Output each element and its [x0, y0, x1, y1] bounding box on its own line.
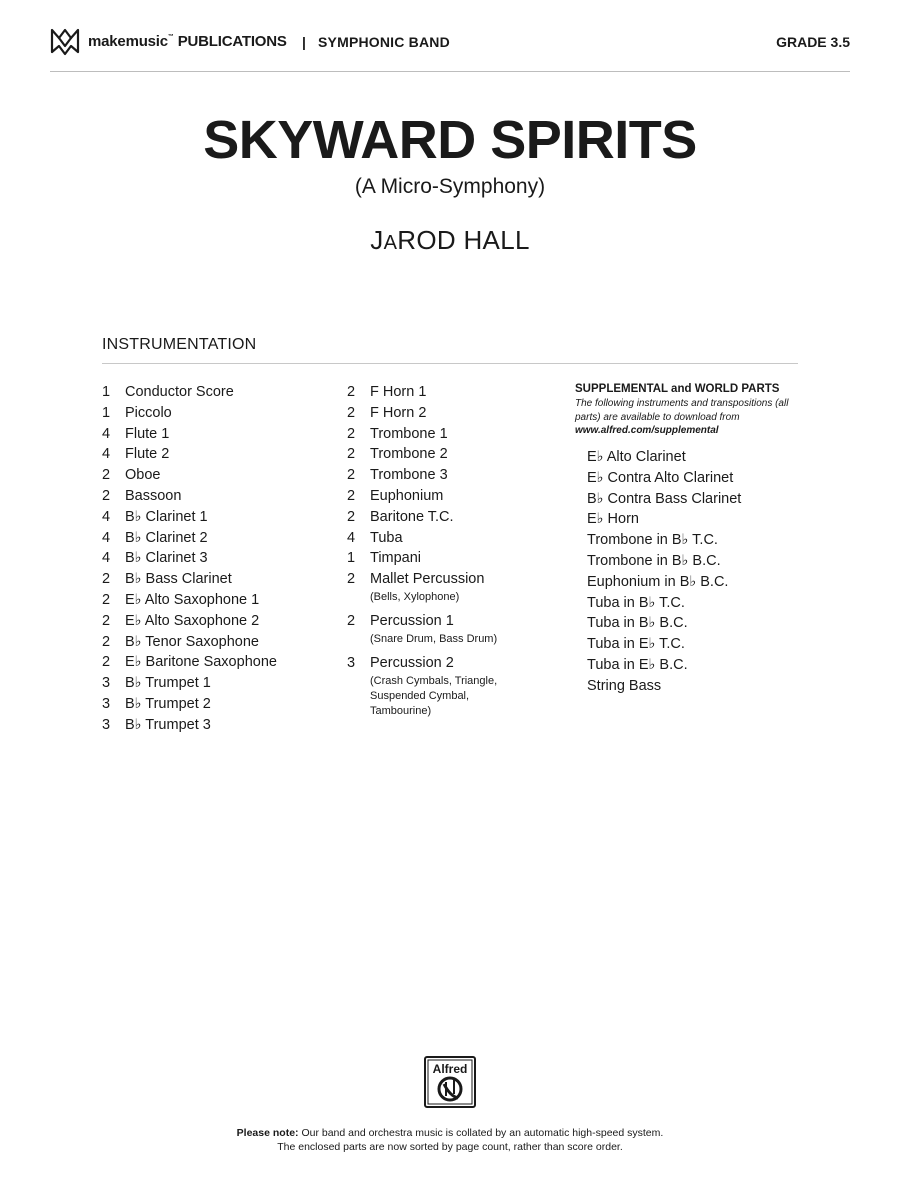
instrument-name: B♭ Clarinet 1 [125, 508, 208, 525]
header-divider [50, 71, 850, 72]
supplemental-item: Tuba in E♭ T.C. [587, 636, 685, 653]
instrument-quantity: 2 [347, 508, 356, 525]
instrument-quantity: 4 [347, 529, 356, 546]
instrument-name: B♭ Trumpet 2 [125, 695, 211, 712]
instrument-detail: (Snare Drum, Bass Drum) [370, 632, 498, 645]
instrument-name: B♭ Trumpet 1 [125, 675, 211, 692]
instrument-quantity: 1 [102, 384, 111, 400]
supplemental-item: Tuba in E♭ B.C. [587, 656, 688, 673]
instrument-row [102, 403, 277, 424]
alfred-logo-text: Alfred [432, 1062, 468, 1076]
instrument-name: B♭ Trumpet 3 [125, 716, 211, 733]
instrument-quantity: 3 [102, 695, 111, 712]
instrument-row [347, 486, 497, 507]
instrument-quantity: 4 [102, 425, 111, 442]
instrument-quantity: 2 [102, 633, 111, 650]
instrument-quantity: 3 [102, 716, 111, 733]
footer-note-label: Please note: [236, 1127, 299, 1139]
instrument-name: Flute 2 [125, 446, 170, 463]
brand-wordmark: makemusic [88, 33, 168, 50]
instrument-name: Percussion 2 [370, 654, 454, 671]
supplemental-item: Euphonium in B♭ B.C. [587, 573, 729, 590]
instrument-name: B♭ Bass Clarinet [125, 571, 232, 588]
instrument-quantity: 2 [347, 446, 356, 463]
instrument-name: Trombone 1 [370, 425, 448, 442]
instrument-name: Bassoon [125, 487, 182, 504]
supplemental-item: E♭ Alto Clarinet [587, 449, 686, 465]
instrument-row [102, 569, 277, 590]
instrument-row [102, 715, 277, 736]
instrument-quantity: 3 [347, 654, 356, 671]
instrument-name: Trombone 3 [370, 467, 448, 484]
supplemental-heading: SUPPLEMENTAL and WORLD PARTS [575, 383, 780, 395]
instrument-name: Timpani [370, 550, 422, 567]
instrument-row [347, 569, 497, 605]
instrument-quantity: 2 [102, 612, 111, 629]
instrument-quantity: 2 [102, 571, 111, 588]
supplemental-item: Tuba in B♭ B.C. [587, 615, 688, 632]
instrument-row [347, 465, 497, 486]
instrument-row [102, 673, 277, 694]
instrument-name: Piccolo [125, 404, 172, 421]
instrument-quantity: 4 [102, 550, 111, 567]
instrument-quantity: 4 [102, 508, 111, 525]
instrumentation-divider [102, 363, 798, 364]
instrument-row [347, 444, 497, 465]
makemusic-logo-icon [50, 26, 80, 58]
instrument-row [102, 486, 277, 507]
instrument-row [347, 548, 497, 569]
instrument-row [102, 611, 277, 632]
instrument-row [102, 444, 277, 465]
footer-note-line-1 [0, 1126, 900, 1140]
supplemental-list [587, 447, 741, 697]
grade-label: GRADE 3.5 [776, 34, 850, 50]
instrument-row [347, 528, 497, 549]
instrument-quantity: 2 [347, 425, 356, 442]
instrument-detail: (Bells, Xylophone) [370, 590, 460, 603]
instrument-row [102, 652, 277, 673]
instrument-quantity: 2 [347, 571, 356, 588]
instrument-row [102, 382, 277, 403]
series-label: SYMPHONIC BAND [318, 34, 450, 50]
instrument-row [102, 590, 277, 611]
instrument-row [102, 548, 277, 569]
instrument-row [102, 694, 277, 715]
instrument-name: E♭ Alto Saxophone 1 [125, 591, 260, 608]
instrumentation-heading: INSTRUMENTATION [102, 336, 257, 353]
supplemental-item: Trombone in B♭ T.C. [587, 532, 718, 549]
supplemental-description: The following instruments and transpositions (all parts) are available to download from [575, 398, 789, 423]
instrument-row [102, 465, 277, 486]
brand-name [88, 33, 287, 50]
instrument-name: B♭ Tenor Saxophone [125, 633, 259, 650]
instrument-name: B♭ Clarinet 3 [125, 550, 208, 567]
brand-publications: PUBLICATIONS [177, 33, 287, 50]
instrument-quantity: 2 [102, 467, 111, 484]
instrument-name: E♭ Baritone Saxophone [125, 654, 277, 671]
supplemental-item: Trombone in B♭ B.C. [587, 552, 721, 569]
composer-name-text: JAROD HALL [370, 225, 530, 255]
instrument-row [347, 382, 497, 403]
instrument-name: Mallet Percussion [370, 571, 485, 588]
instrument-name: Flute 1 [125, 425, 170, 442]
instrument-name: Conductor Score [125, 384, 234, 400]
instrument-row [102, 507, 277, 528]
instrument-name: F Horn 2 [370, 404, 427, 421]
footer-note-line-2: The enclosed parts are now sorted by page count, rather than score order. [277, 1141, 623, 1153]
instrument-quantity: 4 [102, 446, 111, 463]
header-separator: | [302, 34, 306, 50]
instrument-row [347, 403, 497, 424]
supplemental-url: www.alfred.com/supplemental [575, 425, 719, 436]
instrument-detail: (Crash Cymbals, Triangle, Suspended Cymbal, Tambourine) [370, 674, 498, 717]
alfred-logo-icon [424, 1056, 476, 1108]
instrument-name: Baritone T.C. [370, 508, 454, 525]
instrument-quantity: 2 [347, 467, 356, 484]
instrument-quantity: 1 [347, 550, 356, 567]
instrument-row [347, 653, 497, 719]
instrument-quantity: 2 [347, 384, 356, 400]
supplemental-item: String Bass [587, 677, 662, 694]
instrument-name: Euphonium [370, 487, 444, 504]
supplemental-item: B♭ Contra Bass Clarinet [587, 490, 742, 507]
instrument-name: Tuba [370, 529, 403, 546]
instrument-row [102, 632, 277, 653]
instrument-list-column-1 [102, 382, 277, 736]
instrument-name: B♭ Clarinet 2 [125, 529, 208, 546]
instrument-row [347, 424, 497, 445]
instrument-row [347, 611, 497, 647]
instrument-quantity: 3 [102, 675, 111, 692]
footer-note-text-1: Our band and orchestra music is collated by an automatic high-speed system. [301, 1127, 664, 1139]
instrument-row [347, 507, 497, 528]
instrument-list-column-2 [347, 382, 497, 725]
supplemental-item: E♭ Contra Alto Clarinet [587, 469, 734, 486]
instrument-row [102, 424, 277, 445]
instrument-quantity: 2 [347, 404, 356, 421]
page-header [50, 26, 850, 60]
supplemental-item: E♭ Horn [587, 511, 639, 528]
brand-trademark: ™ [167, 34, 174, 40]
instrument-row [102, 528, 277, 549]
instrument-quantity: 2 [102, 487, 111, 504]
composer-name [0, 225, 900, 256]
instrument-name: F Horn 1 [370, 384, 427, 400]
instrument-quantity: 2 [102, 591, 111, 608]
supplemental-info [575, 383, 815, 438]
instrument-name: Oboe [125, 467, 161, 484]
instrument-quantity: 4 [102, 529, 111, 546]
footer-note [0, 1126, 900, 1154]
instrument-quantity: 2 [347, 612, 356, 629]
instrument-name: Trombone 2 [370, 446, 448, 463]
instrument-quantity: 1 [102, 404, 111, 421]
supplemental-item: Tuba in B♭ T.C. [587, 594, 685, 611]
piece-subtitle: (A Micro-Symphony) [354, 175, 546, 198]
instrument-name: Percussion 1 [370, 612, 454, 629]
piece-title: SKYWARD SPIRITS [203, 110, 697, 170]
instrument-name: E♭ Alto Saxophone 2 [125, 612, 260, 629]
instrument-quantity: 2 [347, 487, 356, 504]
instrument-quantity: 2 [102, 654, 111, 671]
